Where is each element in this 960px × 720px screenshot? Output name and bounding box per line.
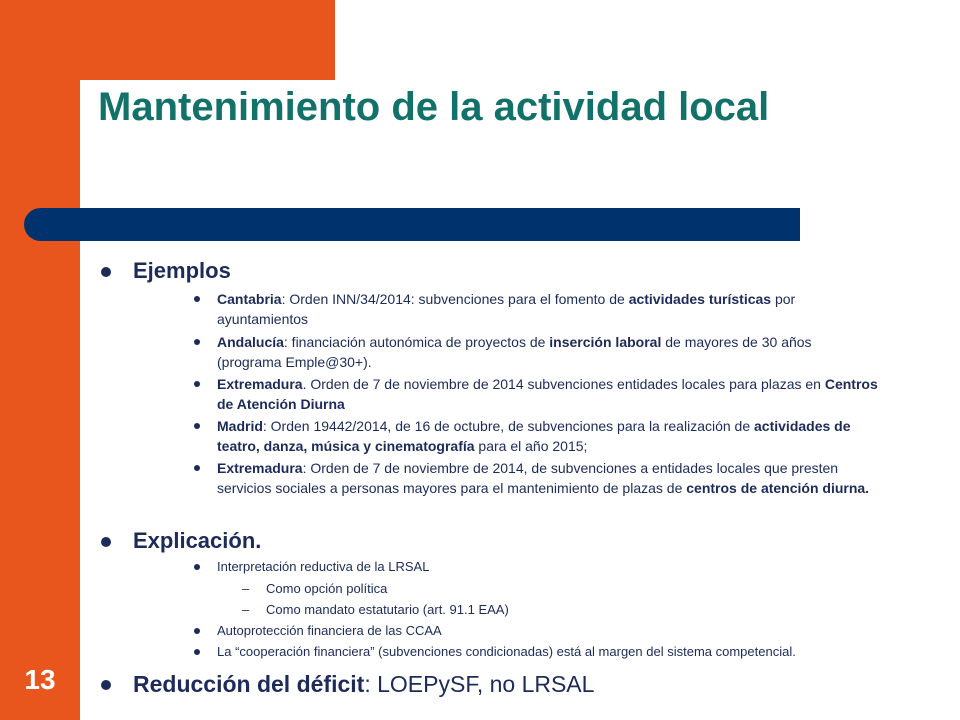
example-text: por ayuntamientos	[217, 291, 796, 327]
bullet-dot	[194, 381, 200, 387]
slide-number: 13	[24, 664, 56, 695]
heading-ejemplos: Ejemplos	[133, 258, 231, 283]
bullet-dot	[101, 267, 111, 277]
explicacion-item-3	[217, 643, 796, 661]
bullet-reduccion	[133, 671, 594, 697]
bullet-dot	[194, 649, 200, 655]
top-orange-block	[80, 0, 335, 80]
explicacion-text: Interpretación reductiva de la LRSAL	[217, 559, 430, 574]
bullet-dot	[194, 564, 200, 570]
bullet-dot	[101, 680, 111, 690]
explicacion-subitem-1	[242, 580, 388, 598]
bullet-dot	[194, 423, 200, 429]
bullet-dot	[194, 339, 200, 345]
bullet-dot	[194, 296, 200, 302]
example-item-cantabria	[217, 289, 879, 329]
example-text: . Orden de 7 de noviembre de 2014 subvenciones entidades locales para plazas en	[302, 376, 825, 392]
explicacion-text: La “cooperación financiera” (subvenciones condicionadas) está al margen del sistema competencial.	[217, 644, 796, 659]
example-region: Madrid	[217, 418, 263, 434]
dash-marker: –	[242, 602, 250, 617]
bullet-explicacion	[133, 528, 261, 554]
explicacion-subtext: Como mandato estatutario (art. 91.1 EAA)	[266, 602, 509, 617]
example-region: Extremadura	[217, 376, 303, 392]
bullet-dot	[101, 537, 111, 547]
example-text: : Orden INN/34/2014: subvenciones para el fomento de	[281, 291, 629, 307]
example-highlight: centros de atención diurna.	[686, 480, 870, 496]
explicacion-subitem-2	[242, 601, 509, 619]
explicacion-item-1	[217, 558, 429, 576]
explicacion-subtext: Como opción política	[266, 581, 388, 596]
bullet-dot	[194, 465, 200, 471]
heading-reduccion-bold: Reducción del déficit	[133, 671, 365, 697]
example-text: : financiación autonómica de proyectos de	[283, 334, 550, 350]
example-item-extremadura-2	[217, 458, 879, 498]
example-item-madrid	[217, 416, 879, 456]
example-highlight: actividades turísticas	[628, 291, 772, 307]
example-highlight: inserción laboral	[549, 334, 662, 350]
example-region: Andalucía	[217, 334, 284, 350]
example-text: : Orden 19442/2014, de 16 de octubre, de subvenciones para la realización de	[262, 418, 755, 434]
title-underline-bar	[24, 208, 800, 241]
explicacion-text: Autoprotección financiera de las CCAA	[217, 623, 442, 638]
example-item-andalucia	[217, 332, 879, 372]
heading-reduccion-rest: : LOEPySF, no LRSAL	[364, 671, 595, 697]
example-text: : Orden de 7 de noviembre de 2014, de subvenciones a entidades locales que presten servicios sociales a personas mayores para el mantenimiento de plazas de	[217, 460, 839, 496]
bullet-ejemplos	[133, 258, 231, 284]
dash-marker: –	[242, 581, 250, 596]
example-item-extremadura-1	[217, 374, 879, 414]
example-region: Cantabria	[217, 291, 282, 307]
example-region: Extremadura	[217, 460, 303, 476]
slide-title: Mantenimiento de la actividad local	[98, 85, 770, 129]
example-text: de mayores de 30 años (programa Emple@30+).	[217, 334, 812, 370]
example-text: para el año 2015;	[474, 438, 588, 454]
explicacion-item-2	[217, 622, 442, 640]
heading-explicacion: Explicación.	[133, 528, 262, 553]
example-highlight: Centros de Atención Diurna	[217, 376, 878, 412]
left-orange-bar	[0, 0, 80, 720]
example-highlight: actividades de teatro, danza, música y cinematografía	[217, 418, 851, 454]
bullet-dot	[194, 628, 200, 634]
